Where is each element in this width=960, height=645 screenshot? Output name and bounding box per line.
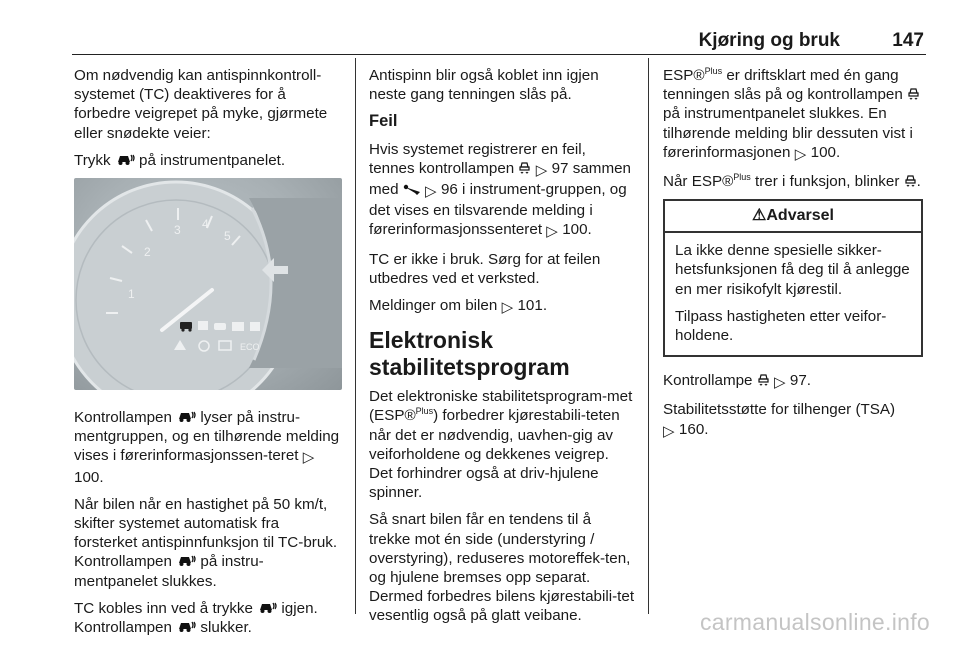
warning-body bbox=[665, 233, 921, 355]
triangle-reference-icon: ▷ bbox=[535, 161, 548, 179]
triangle-reference-icon: ▷ bbox=[773, 374, 786, 392]
warning-header: ⚠Advarsel bbox=[665, 201, 921, 233]
gauge-tick-label: 2 bbox=[144, 245, 151, 260]
column-divider bbox=[355, 58, 356, 614]
paragraph: Når bilen når en hastighet på 50 km/t, skifter systemet automatisk fra forsterket antispinnfunksjon til TC-bruk. Kontrollampen på instru-mentpanelet slukkes. bbox=[74, 495, 338, 590]
paragraph: Så snart bilen får en tendens til å trekke mot én side (understyring / overstyring), reduseres motoreffek-ten, og hjulene bremses opp separat. Dermed forbedres bilens kjørestabili-tet vesentlig også på glatt veibane. bbox=[369, 511, 635, 625]
paragraph: Hvis systemet registrerer en feil, tennes kontrollampen ▷ 97 sammen med ▷ 96 i instrument-gruppen, og det vises en tilsvarende melding i førerinformasjonssenteret ▷ 100. bbox=[369, 140, 631, 241]
column-1 bbox=[74, 66, 342, 645]
car-skid-off-icon bbox=[176, 409, 196, 424]
paragraph: Antispinn blir også koblet inn igjen neste gang tenningen slås på. bbox=[369, 67, 599, 104]
paragraph: Når ESP®$^{Plus}$ trer i funksjon, blinker . bbox=[663, 171, 921, 191]
gauge-tick-label: 4 bbox=[202, 217, 209, 232]
car-skid-off-icon bbox=[257, 600, 277, 615]
car-skid-off-icon bbox=[115, 152, 135, 167]
paragraph: TC er ikke i bruk. Sørg for at feilen utbedres ved et verksted. bbox=[369, 250, 601, 287]
paragraph: ESP®$^{Plus}$ er driftsklart med én gang tenningen slås på og kontrollampen på instrumentpanelet slukkes. En tilhørende melding blir dessuten vist i førerinformasjonen ▷ 100. bbox=[663, 66, 929, 164]
column-divider bbox=[648, 58, 649, 614]
triangle-reference-icon: ▷ bbox=[794, 145, 807, 163]
car-skid-icon bbox=[518, 161, 531, 175]
paragraph: Kontrollampe ▷ 97. bbox=[663, 372, 812, 392]
triangle-reference-icon: ▷ bbox=[546, 223, 558, 241]
car-skid-icon bbox=[904, 174, 917, 188]
warning-box bbox=[663, 199, 923, 357]
paragraph: TC kobles inn ved å trykke igjen. Kontrollampen slukker. bbox=[74, 599, 318, 637]
paragraph: Kontrollampen lyser på instru-mentgruppen, og en tilhørende melding vises i førerinformasjonssen-teret ▷ 100. bbox=[74, 409, 340, 486]
watermark: carmanualsonline.info bbox=[699, 609, 930, 635]
warning-triangle-icon: ⚠ bbox=[752, 207, 767, 225]
triangle-reference-icon: ▷ bbox=[501, 299, 514, 317]
paragraph: Det elektroniske stabilitetsprogram-met (ESP®$^{Plus}$) forbedrer kjørestabili-teten når det er nødvendig, uavhen-gig av veiforholdene og dekkenes veigrep. Det forhindrer også at driv-hjulene spinner. bbox=[369, 388, 633, 502]
gauge-tick-label: 3 bbox=[174, 223, 181, 238]
heading-feil: Feil bbox=[369, 112, 398, 131]
paragraph: Meldinger om bilen ▷ 101. bbox=[369, 297, 548, 317]
wrench-icon bbox=[403, 184, 421, 196]
instrument-panel-photo bbox=[74, 178, 342, 390]
paragraph: Trykk på instrumentpanelet. bbox=[74, 151, 286, 169]
page-number: 147 bbox=[892, 30, 924, 51]
triangle-reference-icon: ▷ bbox=[302, 449, 315, 467]
car-skid-icon bbox=[907, 87, 920, 101]
car-skid-off-icon bbox=[176, 619, 196, 634]
car-skid-off-icon bbox=[176, 553, 196, 568]
page-header bbox=[72, 28, 926, 55]
column-3 bbox=[663, 66, 929, 449]
car-skid-icon bbox=[757, 373, 770, 387]
paragraph: Stabilitetsstøtte for tilhenger (TSA) ▷ 160. bbox=[663, 401, 896, 440]
heading-esp: Elektronisk stabilitetsprogram bbox=[369, 327, 570, 381]
triangle-reference-icon: ▷ bbox=[663, 422, 675, 440]
column-2 bbox=[369, 66, 635, 634]
paragraph: Tilpass hastigheten etter veifor-holdene. bbox=[675, 307, 887, 345]
gauge-tick-label: 1 bbox=[128, 287, 135, 302]
eco-label: ECO bbox=[240, 342, 260, 353]
triangle-reference-icon: ▷ bbox=[425, 183, 437, 201]
section-title: Kjøring og bruk bbox=[698, 30, 840, 51]
paragraph: La ikke denne spesielle sikker-hetsfunksjonen få deg til å anlegge en mer risikofylt kjørestil. bbox=[675, 242, 910, 298]
gauge-tick-label: 5 bbox=[224, 229, 231, 244]
paragraph: Om nødvendig kan antispinnkontroll-systemet (TC) deaktiveres for å forbedre veigrepet på myke, gjørmete eller snødekte veier: bbox=[74, 67, 328, 142]
